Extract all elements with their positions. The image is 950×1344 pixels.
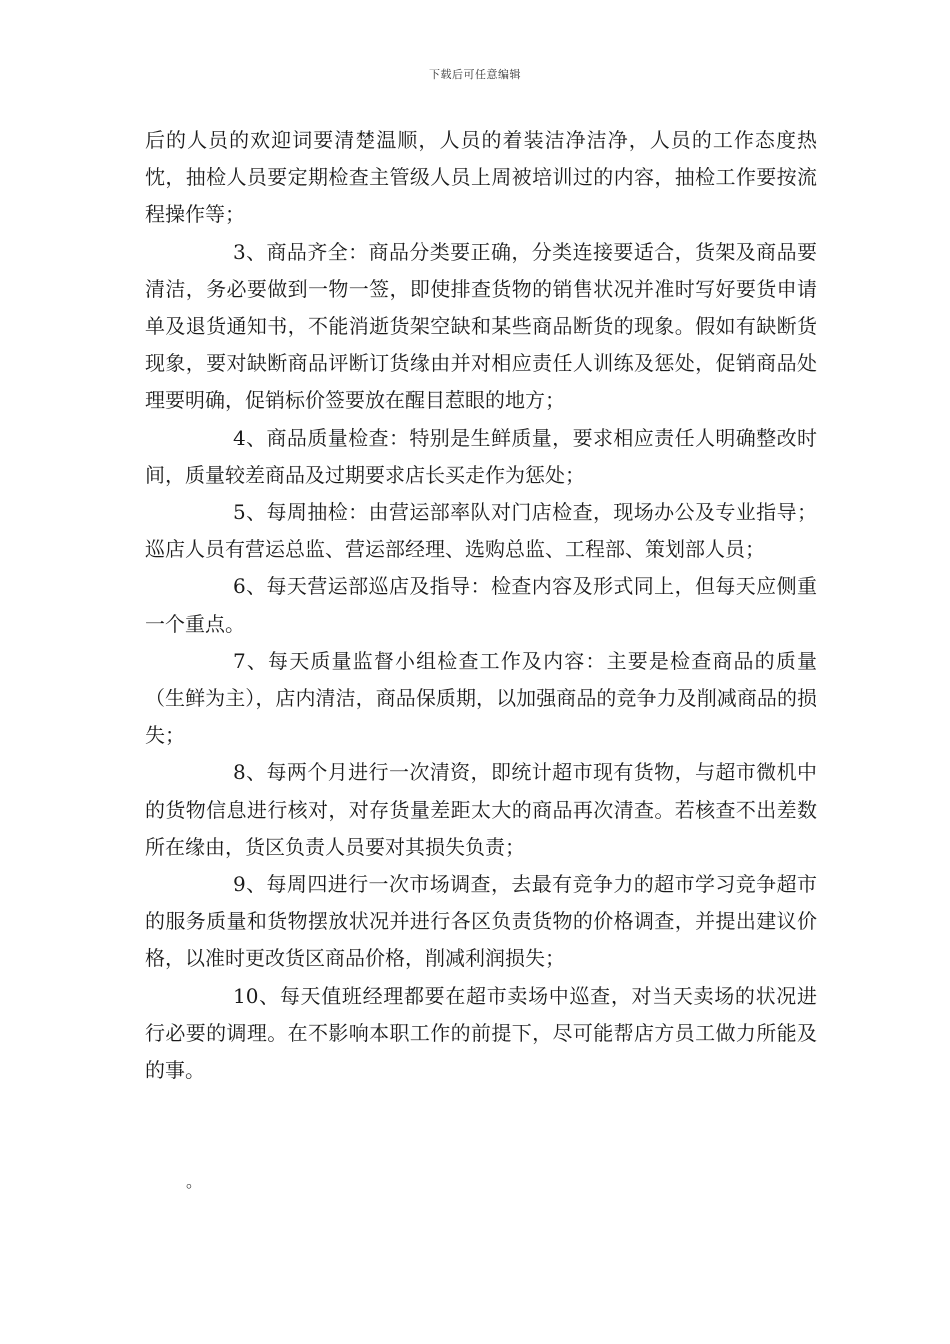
paragraph-continuation: 后的人员的欢迎词要清楚温顺，人员的着装洁净洁净，人员的工作态度热忱，抽检人员要定期检查主管级人员上周被培训过的内容，抽检工作要按流程操作等；	[145, 128, 817, 227]
trailing-mark: 。	[186, 1172, 203, 1191]
page-header: 下载后可任意编辑	[429, 68, 521, 81]
paragraph-item-4: 4、商品质量检查：特别是生鲜质量，要求相应责任人明确整改时间，质量较差商品及过期要求店长买走作为惩处；	[145, 425, 817, 487]
paragraph-item-6: 6、每天营运部巡店及指导：检查内容及形式同上，但每天应侧重一个重点。	[145, 574, 817, 636]
paragraph-item-10: 10、每天值班经理都要在超市卖场中巡查，对当天卖场的状况进行必要的调理。在不影响本职工作的前提下，尽可能帮店方员工做力所能及的事。	[145, 983, 817, 1083]
paragraph-item-7: 7、每天质量监督小组检查工作及内容：主要是检查商品的质量（生鲜为主），店内清洁，商品保质期，以加强商品的竞争力及削减商品的损失；	[145, 648, 817, 748]
paragraph-item-5: 5、每周抽检：由营运部率队对门店检查，现场办公及专业指导；巡店人员有营运总监、营运部经理、选购总监、工程部、策划部人员；	[145, 500, 817, 562]
paragraph-item-3: 3、商品齐全：商品分类要正确，分类连接要适合，货架及商品要清洁，务必要做到一物一签，即使排查货物的销售状况并准时写好要货申请单及退货通知书，不能消逝货架空缺和某些商品断货的现象。假如有缺断货现象，要对缺断商品评断订货缘由并对相应责任人训练及惩处，促销商品处理要明确，促销标价签要放在醒目惹眼的地方；	[145, 239, 817, 413]
document-body	[145, 122, 817, 1089]
paragraph-item-8: 8、每两个月进行一次清资，即统计超市现有货物，与超市微机中的货物信息进行核对，对存货量差距太大的商品再次清查。若核查不出差数所在缘由，货区负责人员要对其损失负责；	[145, 760, 817, 859]
paragraph-item-9: 9、每周四进行一次市场调查，去最有竞争力的超市学习竞争超市的服务质量和货物摆放状况并进行各区负责货物的价格调查，并提出建议价格，以准时更改货区商品价格，削减利润损失；	[145, 872, 817, 971]
